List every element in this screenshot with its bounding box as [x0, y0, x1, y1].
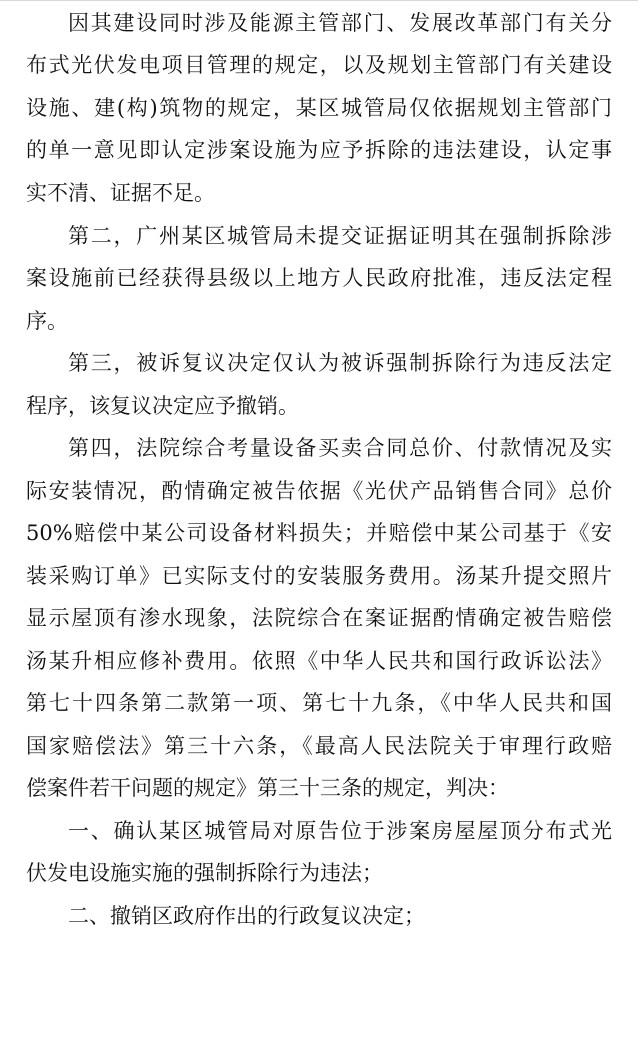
text-line: 案设施前已经获得县级以上地方人民政府批准，违反法定程 [26, 266, 612, 290]
text-line: 50%赔偿中某公司设备材料损失；并赔偿中某公司基于《安 [26, 521, 612, 545]
text-line: 的单一意见即认定涉案设施为应予拆除的违法建设，认定事 [26, 138, 612, 162]
text-line: 偿案件若干问题的规定》第三十三条的规定，判决： [26, 776, 509, 800]
text-line: 第七十四条第二款第一项、第七十九条，《中华人民共和国 [26, 691, 612, 715]
text-line: 第四，法院综合考量设备买卖合同总价、付款情况及实 [68, 436, 612, 460]
text-line: 实不清、证据不足。 [26, 181, 215, 205]
text-line: 显示屋顶有渗水现象，法院综合在案证据酌情确定被告赔偿 [26, 606, 612, 630]
text-line: 二、撤销区政府作出的行政复议决定； [68, 904, 425, 928]
text-line: 装采购订单》已实际支付的安装服务费用。汤某升提交照片 [26, 564, 612, 588]
text-line: 设施、建(构)筑物的规定，某区城管局仅依据规划主管部门 [26, 96, 612, 120]
text-line: 程序，该复议决定应予撤销。 [26, 394, 299, 418]
text-line: 因其建设同时涉及能源主管部门、发展改革部门有关分 [68, 11, 612, 35]
text-line: 序。 [26, 309, 68, 333]
text-line: 际安装情况，酌情确定被告依据《光伏产品销售合同》总价 [26, 479, 612, 503]
text-line: 布式光伏发电项目管理的规定，以及规划主管部门有关建设 [26, 53, 612, 77]
text-line: 汤某升相应修补费用。依照《中华人民共和国行政诉讼法》 [26, 649, 612, 673]
text-line: 国家赔偿法》第三十六条，《最高人民法院关于审理行政赔 [26, 734, 612, 758]
text-line: 第三，被诉复议决定仅认为被诉强制拆除行为违反法定 [68, 351, 612, 375]
text-line: 伏发电设施实施的强制拆除行为违法； [26, 861, 383, 885]
text-line: 第二，广州某区城管局未提交证据证明其在强制拆除涉 [68, 224, 612, 248]
text-line: 一、确认某区城管局对原告位于涉案房屋屋顶分布式光 [68, 819, 612, 843]
